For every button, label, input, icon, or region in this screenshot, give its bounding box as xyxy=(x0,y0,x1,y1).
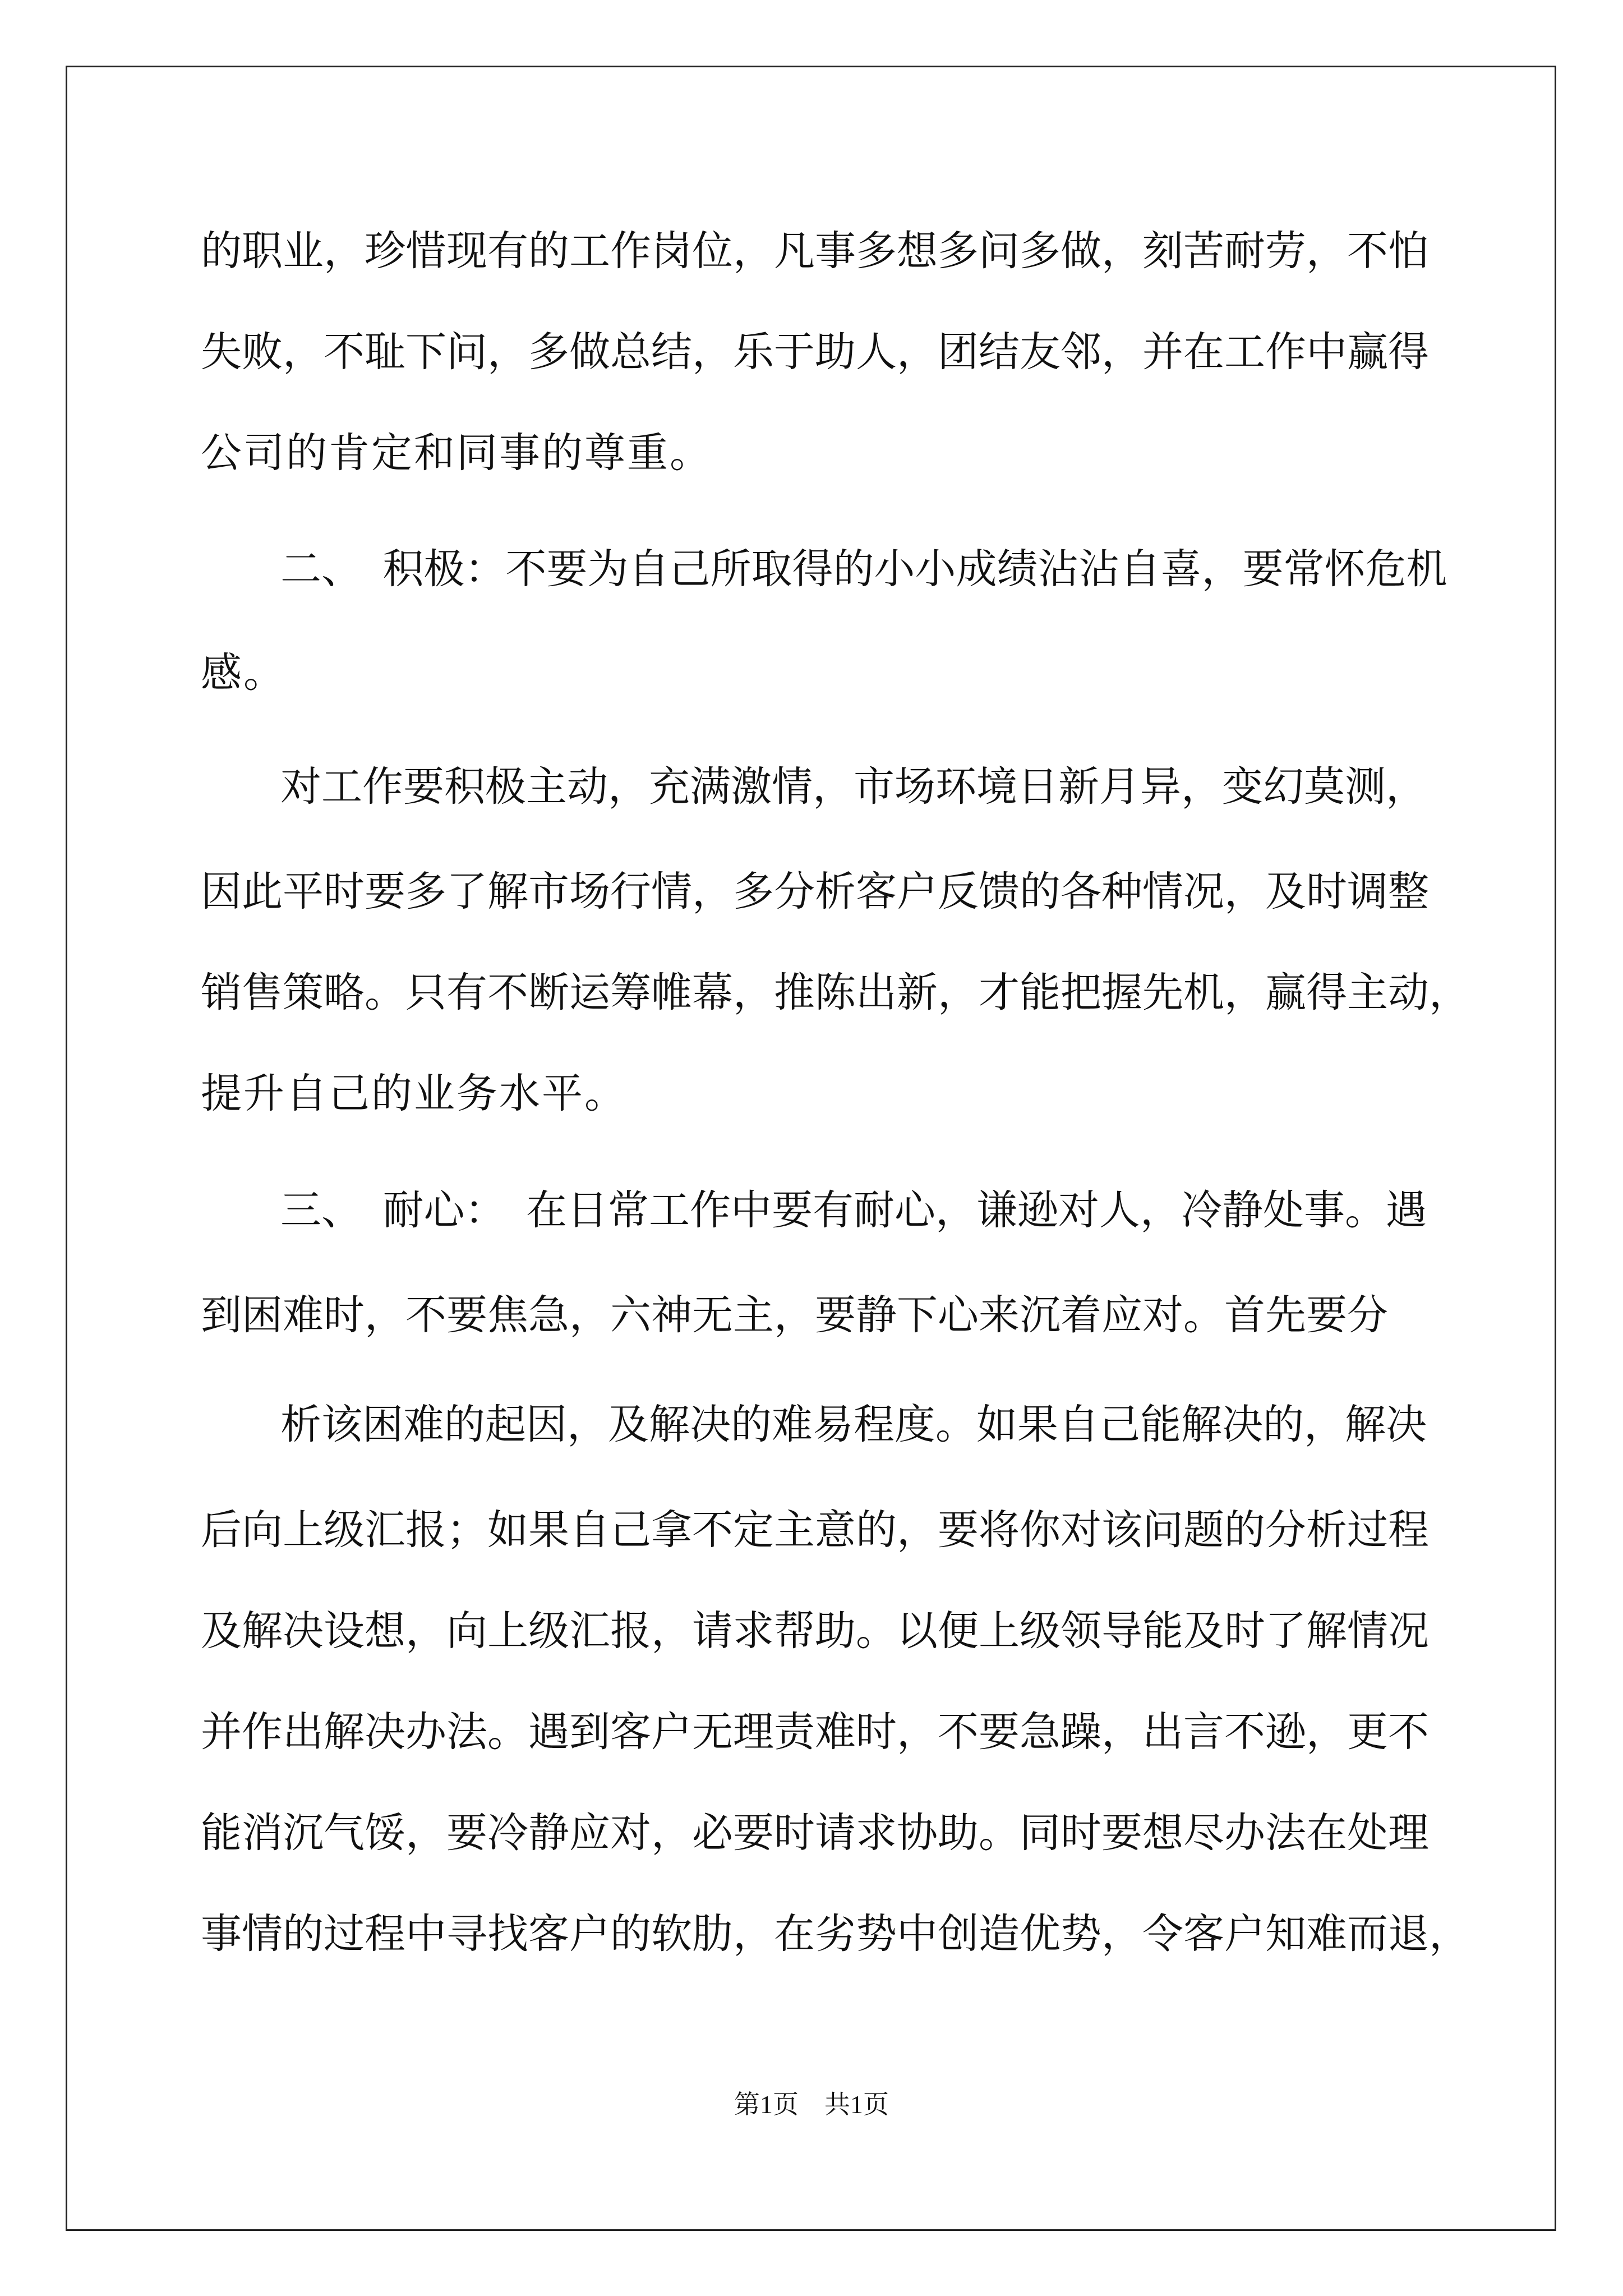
text-line: 到困难时，不要焦急，六神无主，要静下心来沉着应对。首先要分 xyxy=(201,1291,1388,1339)
text-line: 并作出解决办法。遇到客户无理责难时，不要急躁，出言不逊，更不 xyxy=(201,1708,1429,1756)
text-line: 及解决设想，向上级汇报，请求帮助。以便上级领导能及时了解情况 xyxy=(201,1607,1429,1655)
text-line: 对工作要积极主动，充满激情，市场环境日新月异，变幻莫测， xyxy=(280,763,1427,811)
text-line: 销售策略。只有不断运筹帷幕，推陈出新，才能把握先机，赢得主动， xyxy=(201,969,1470,1016)
text-line: 能消沉气馁，要冷静应对，必要时请求协助。同时要想尽办法在处理 xyxy=(201,1809,1429,1857)
text-line: 公司的肯定和同事的尊重。 xyxy=(201,429,712,477)
section-heading-2: 二、 积极：不要为自己所取得的小小成绩沾沾自喜，要常怀危机 xyxy=(280,545,1447,593)
text-line: 后向上级汇报；如果自己拿不定主意的，要将你对该问题的分析过程 xyxy=(201,1506,1429,1554)
text-line: 析该困难的起因，及解决的难易程度。如果自己能解决的，解决 xyxy=(280,1401,1427,1448)
text-line: 的职业，珍惜现有的工作岗位，凡事多想多问多做，刻苦耐劳，不怕 xyxy=(201,227,1429,275)
text-line: 感。 xyxy=(201,649,286,697)
text-line: 因此平时要多了解市场行情，多分析客户反馈的各种情况，及时调整 xyxy=(201,868,1429,915)
section-heading-3: 三、 耐心： 在日常工作中要有耐心，谦逊对人，冷静处事。遇 xyxy=(280,1186,1427,1234)
text-line: 失败，不耻下问，多做总结，乐于助人，团结友邻，并在工作中赢得 xyxy=(201,328,1429,376)
text-line: 提升自己的业务水平。 xyxy=(201,1070,627,1117)
page-footer: 第1页 共1页 xyxy=(734,2090,889,2119)
text-line: 事情的过程中寻找客户的软肋，在劣势中创造优势，令客户知难而退， xyxy=(201,1910,1470,1958)
